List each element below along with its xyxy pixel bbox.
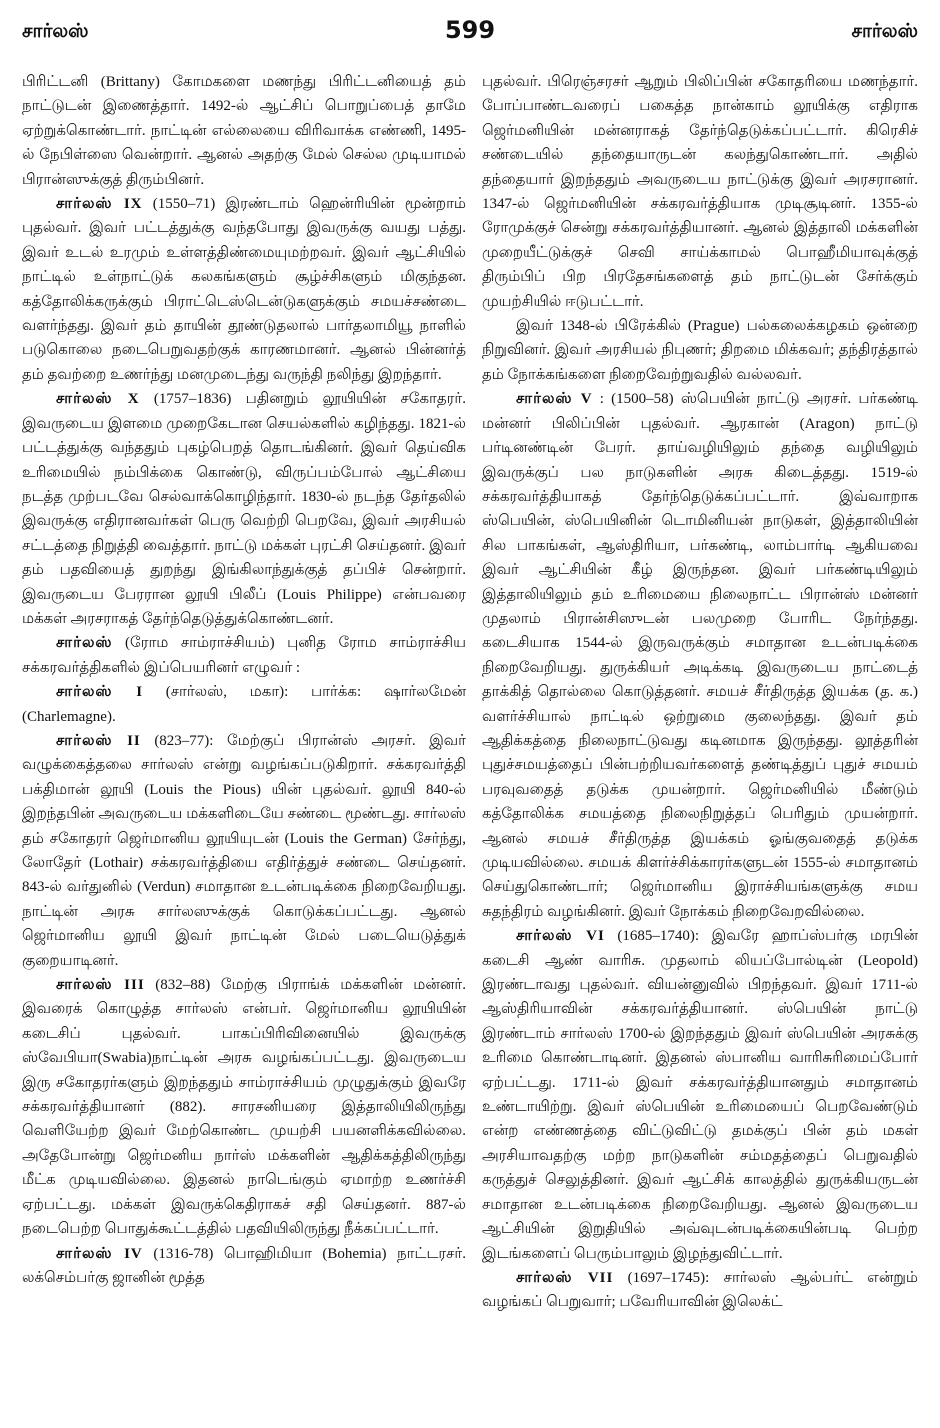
entry-paragraph <box>482 387 918 924</box>
running-head-right: சார்லஸ் <box>851 20 918 42</box>
entry-text: (1685–1740): இவரே ஹாப்ஸ்பர்கு மரபின் கடைசி ஆண் வாரிசு. முதலாம் லியப்போல்டின் (Leopold) இரண்டாவது புதல்வர். வியன்னுவில் பிறந்தவர். இவர் 1711-ல் ஆஸ்திரியாவின் சக்கரவர்த்தியானர். ஸ்பெயின் நாட்டு இரண்டாம் சார்லஸ் 1700-ல் இறந்ததும் இவர் ஸ்பெயின் அரசுக்கு உரிமை கொண்டாடினர். இதனல் ஸ்பானிய வாரிசுரிமைப்போர் ஏற்பட்டது. 1711-ல் இவர் சக்கரவர்த்தியானதும் சமாதானம் உண்டாயிற்று. இவர் ஸ்பெயின் உரிமையைப் பெறவேண்டும் என்ற எண்ணத்தை விட்டுவிட்டு தமக்குப் பின் தம் மகள் அரசியாவதற்கு மற்ற நாடுகளின் சம்மதத்தைப் பெறுவதில் கருத்துச் செலுத்தினர். இவர் ஆட்சிக் காலத்தில் துருக்கியருடன் சமாதான உடன்படிக்கை நிறைவேறியது. ஆனல் இவருடைய ஆட்சியின் இறுதியில் அவ்வுடன்படிக்கையின்படி பெற்ற இடங்களைப் பெரும்பாலும் இழந்துவிட்டார். <box>482 928 918 1262</box>
entry-text: (சார்லஸ், மகா): பார்க்க: ஷார்லமேன் (Charlemagne). <box>22 684 466 725</box>
entry-paragraph <box>482 924 918 1266</box>
left-column <box>22 70 466 1422</box>
entry-headword: சார்லஸ் X <box>56 391 140 408</box>
entry-headword: சார்லஸ் VII <box>516 1269 614 1286</box>
entry-paragraph <box>22 387 466 631</box>
entry-text: (1697–1745): சார்லஸ் ஆல்பர்ட் என்றும் வழங்கப் பெறுவார்; பவேரியாவின் இலெக்ட் <box>482 1269 918 1311</box>
entry-text: (1757–1836) பதினறும் லூயியின் சகோதரர். இவருடைய இளமை முறைகேடான செயல்களில் கழிந்தது. 1821-ல் பட்டத்துக்கு வந்ததும் புகழ்பெறத் தொடங்கினர். இவர் தெய்விக உரிமையில் நம்பிக்கை கொண்டு, விருப்பம்போல் ஆட்சியை நடத்த முற்படவே செல்வாக்கொழிந்தார். 1830-ல் நடந்த தேர்தலில் இவருக்கு எதிரானவர்கள் பெரு வெற்றி பெறவே, இவர் அரசியல் சட்டத்தை நிறுத்தி வைத்தார். நாட்டு மக்கள் புரட்சி செய்தனர். இவர் தம் பதவியைத் துறந்து இங்கிலாந்துக்குத் தப்பிச் சென்றார். இவருடைய பேரரான லூயி பிலீப் (Louis Philippe) என்பவரை மக்கள் அரசராகத் தேர்ந்தெடுத்துக்கொண்டனர். <box>22 391 466 627</box>
entry-text: (1550–71) இரண்டாம் ஹென்ரியின் மூன்றாம் புதல்வர். இவர் பட்டத்துக்கு வந்தபோது இவருக்கு வயது பத்து. இவர் உடல் உரமும் உள்ளத்திண்மையுமற்றவர். இவர் ஆட்சியில் நாட்டில் உள்நாட்டுக் கலகங்களும் சூழ்ச்சிகளும் மிகுந்தன. கத்தோலிக்கருக்கும் பிராட்டெஸ்டென்டுகளுக்கும் சமயச்சண்டை வளர்ந்தது. இவர் தம் தாயின் தூண்டுதலால் பார்தலாமியூ நாளில் படுகொலை நடைபெறுவதற்குக் காரணமானர். ஆனல் பின்னர்த் தம் தவற்றை உணர்ந்து மனமுடைந்து வருந்தி நலிந்து இறந்தார். <box>22 196 466 383</box>
entry-text: (1316-78) பொஹிமியா (Bohemia) நாட்டரசர். லக்செம்பர்கு ஜானின் மூத்த <box>22 1245 466 1286</box>
entry-paragraph <box>22 192 466 387</box>
entry-text: (ரோம சாம்ராச்சியம்) புனித ரோம சாம்ராச்சிய சக்கரவர்த்திகளில் இப்பெயரினர் எழுவர் : <box>22 635 466 676</box>
entry-headword: சார்லஸ் <box>56 635 113 652</box>
entry-text: (823–77): மேற்குப் பிரான்ஸ் அரசர். இவர் வழுக்கைத்தலை சார்லஸ் என்று வழங்கப்படுகிறார். சக்கரவர்த்தி பக்திமான் லூயி (Louis the Pious) யின் புதல்வர். லூயி 840-ல் இறந்தபின் அவருடைய மக்களிடையே சண்டை மூண்டது. சார்லஸ் தம் சகோதரர் ஜெர்மானிய லூயியுடன் (Louis the German) சேர்ந்து, லோதேர் (Lothair) சக்கரவர்த்தியை எதிர்த்துச் சண்டை செய்தனர். 843-ல் வர்துனில் (Verdun) சமாதான உடன்படிக்கை நிறைவேறியது. நாட்டின் அரசு சார்லஸுக்குக் கொடுக்கப்பட்டது. ஆனல் ஜெர்மானிய லூயி இவர் நாட்டின் மேல் படையெடுத்துக் குறையாடினர். <box>22 732 466 969</box>
entry-paragraph <box>482 1266 918 1315</box>
entry-headword: சார்லஸ் VI <box>516 928 605 945</box>
entry-headword: சார்லஸ் IV <box>56 1245 143 1262</box>
entry-headword: சார்லஸ் IX <box>56 196 143 213</box>
entry-headword: சார்லஸ் III <box>56 977 145 994</box>
entry-paragraph <box>22 1242 466 1291</box>
page-number: 599 <box>444 16 496 44</box>
entry-paragraph <box>22 631 466 680</box>
running-head-left: சார்லஸ் <box>22 20 89 42</box>
entry-paragraph <box>482 70 918 314</box>
entry-text: பிரிட்டனி (Brittany) கோமகளை மணந்து பிரிட்டனியைத் தம் நாட்டுடன் இணைத்தார். 1492-ல் ஆட்சிப் பொறுப்பைத் தாமே ஏற்றுக்கொண்டார். நாட்டின் எல்லையை விரிவாக்க எண்ணி, 1495-ல் நேபிள்ஸை வென்றார். ஆனல் அதற்கு மேல் செல்ல முடியாமல் பிரான்ஸுக்குத் திரும்பினர். <box>22 74 466 188</box>
entry-paragraph <box>22 729 466 973</box>
right-column <box>482 70 918 1422</box>
entry-text: இவர் 1348-ல் பிரேக்கில் (Prague) பல்கலைக்கழகம் ஒன்றை நிறுவினர். இவர் அரசியல் நிபுணர்; திறமை மிக்கவர்; தந்திரத்தால் தம் நோக்கங்களை நிறைவேற்றுவதில் வல்லவர். <box>482 318 918 383</box>
entry-text: புதல்வர். பிரெஞ்சரசர் ஆறும் பிலிப்பின் சகோதரியை மணந்தார். போப்பாண்டவரைப் பகைத்த நான்காம் லூயிக்கு எதிராக ஜெர்மனியின் மன்னராகத் தேர்ந்தெடுக்கப்பட்டார். கிரெசிச் சண்டையில் தந்தையாருடன் கலந்துகொண்டார். அதில் தந்தையார் இறந்ததும் அவருடைய நாட்டுக்கு இவர் அரசரானர். 1347-ல் ஜெர்மனியின் சக்கரவர்த்தியாக முடிசூடினர். 1355-ல் ரோமுக்குச் சென்று சக்கரவர்த்தியானர். ஆனல் இத்தாலி மக்களின் முறையீட்டுக்குச் செவி சாய்க்காமல் பொஹீமியாவுக்குத் திரும்பிப் பிற பிரதேசங்களைத் தம் நாட்டுடன் சேர்க்கும் முயற்சியில் ஈடுபட்டார். <box>482 74 918 310</box>
entry-paragraph <box>482 314 918 387</box>
entry-text: : (1500–58) ஸ்பெயின் நாட்டு அரசர். பர்கண்டி மன்னர் பிலிப்பின் புதல்வர். ஆரகான் (Aragon) நாட்டு பர்டினண்டின் பேரர். தாய்வழியிலும் தந்தை வழியிலும் இவருக்குப் பல நாடுகளின் அரசு கிடைத்தது. 1519-ல் சக்கரவர்த்தியாகத் தேர்ந்தெடுக்கப்பட்டார். இவ்வாறாக ஸ்பெயின், ஸ்பெயினின் டொமினியன் நாடுகள், இத்தாலியின் சில பாகங்கள், ஆஸ்திரியா, பர்கண்டி, லாம்பார்டி ஆகியவை இவர் ஆட்சியின் கீழ் இருந்தன. இவர் பர்கண்டியிலும் இத்தாலியிலும் தம் உரிமையை நிலைநாட்ட பிரான்ஸ் மன்னர் முதலாம் பிரான்சிஸுடன் பலமுறை போரிட நேர்ந்தது. கடைசியாக 1544-ல் இருவருக்கும் சமாதான உடன்படிக்கை நிறைவேறியது. துருக்கியர் அடிக்கடி இவருடைய நாட்டைத் தாக்கித் தொல்லை கொடுத்தனர். சமயச் சீர்திருத்த இயக்க (த. க.) வளர்ச்சியால் நாட்டில் ஒற்றுமை குலைந்தது. இவர் தம் ஆதிக்கத்தை நிலைநாட்டுவது கடினமாக இருந்தது. லூத்தரின் புதுச்சமயத்தைப் பின்பற்றியவர்களைத் தண்டித்துப் புதுச் சமயம் பரவுவதைத் தடுக்க முயன்றார். ஜெர்மனியில் மீண்டும் கத்தோலிக்க சமயத்தை நிலைநிறுத்தப் பெரிதும் முயன்றார். ஆனல் சமயச் சீர்திருத்த இயக்கம் ஓங்குவதைத் தடுக்க முடியவில்லை. சமயக் கிளர்ச்சிக்காரர்களுடன் 1555-ல் சமாதானம் செய்துகொண்டார்; ஜெர்மானிய இராச்சியங்களுக்கு சமய சுதந்திரம் வழங்கினர். இவர் நோக்கம் நிறைவேறவில்லை. <box>482 391 918 920</box>
entry-headword: சார்லஸ் V <box>516 391 593 408</box>
entry-paragraph <box>22 70 466 192</box>
entry-paragraph <box>22 973 466 1241</box>
page-header <box>22 14 918 54</box>
entry-headword: சார்லஸ் II <box>56 732 141 749</box>
entry-text: (832–88) மேற்கு பிராங்க் மக்களின் மன்னர். இவரைக் கொழுத்த சார்லஸ் என்பர். ஜெர்மானிய லூயியின் கடைசிப் புதல்வர். பாகப்பிரிவினையில் இவருக்கு ஸ்வேபியா(Swabia)நாட்டின் அரசு வழங்கப்பட்டது. இவருடைய இரு சகோதரர்களும் இறந்ததும் சாம்ராச்சியம் முழுதுக்கும் இவரே சக்கரவர்த்தியானர் (882). சாரசனியரை இத்தாலியிலிருந்து வெளியேற்ற இவர் மேற்கொண்ட முயற்சி பயனளிக்கவில்லை. அதேபோன்று ஜெர்மனிய நார்ஸ் மக்களின் ஆதிக்கத்திலிருந்து மீட்க முடியவில்லை. இதனல் நாடெங்கும் ஏமாற்ற உணர்ச்சி ஏற்பட்டது. மக்கள் இவருக்கெதிராகச் சதி செய்தனர். 887-ல் நடைபெற்ற பொதுக்கூட்டத்தில் பதவியிலிருந்து நீக்கப்பட்டார். <box>22 977 466 1238</box>
entry-headword: சார்லஸ் I <box>56 684 144 701</box>
entry-paragraph <box>22 680 466 729</box>
